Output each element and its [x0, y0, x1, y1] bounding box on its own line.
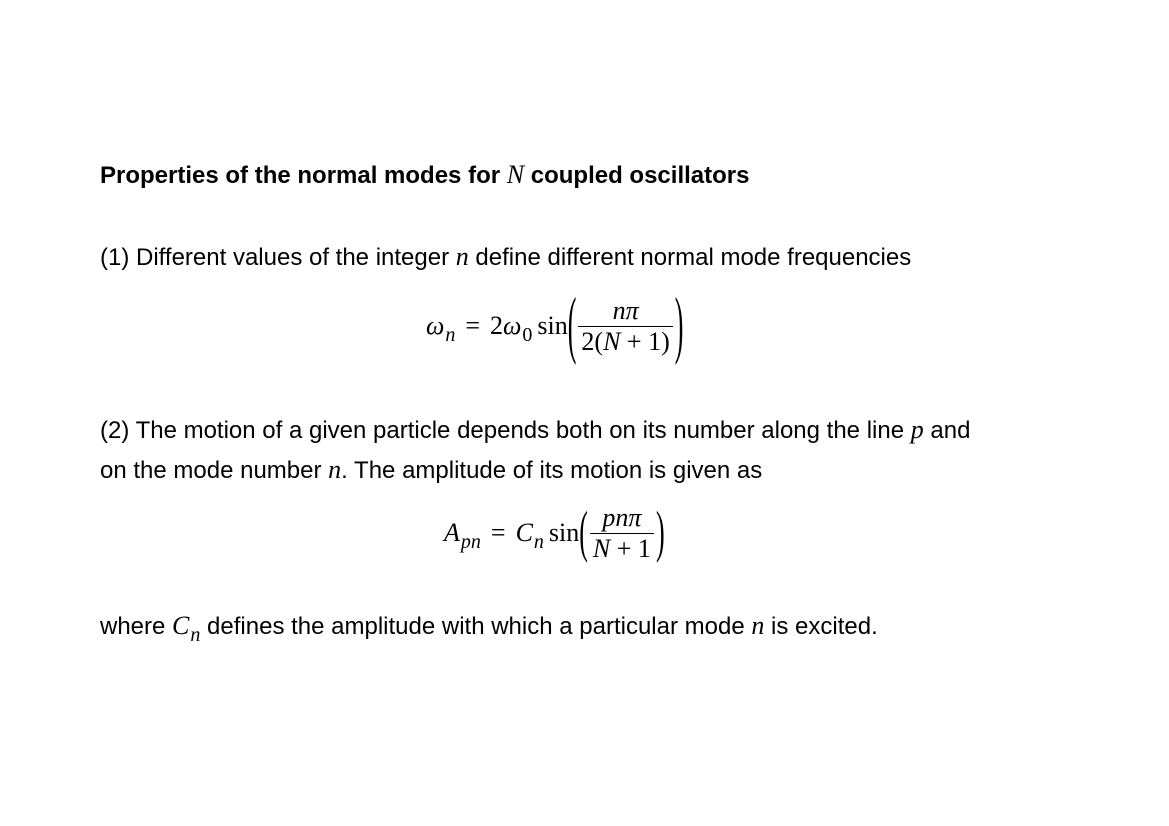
property-3-text: where $C_n$ defines the amplitude with which a particular mode n is excited.: [100, 611, 878, 646]
property-2-var-p: p: [910, 415, 924, 444]
eq1-numerator: nπ: [612, 295, 639, 325]
title-text-before: Properties of the normal modes for: [100, 162, 507, 189]
eq2-numerator: pnπ: [602, 502, 642, 532]
eq2-sin: sin: [548, 518, 580, 547]
property-1-var-n: n: [455, 242, 469, 271]
amplitude-equation: [444, 502, 665, 564]
property-1-text: [100, 237, 911, 277]
eq2-equals: =: [490, 518, 506, 547]
eq2-left-paren: (: [579, 500, 588, 564]
property-3-var-C-n: $C_n$: [172, 611, 201, 646]
eq2-fraction: [590, 503, 654, 564]
eq1-fraction: [578, 296, 672, 357]
title-var-N: N: [506, 160, 525, 189]
eq1-omega-0: $\omega_0$: [503, 311, 533, 346]
eq1-left-paren: (: [567, 282, 577, 367]
property-1-after: define different normal mode frequencies: [468, 244, 912, 271]
property-2-var-n: n: [328, 455, 342, 484]
eq2-denominator: N + 1: [592, 533, 651, 563]
eq1-omega-n: $\omega_n$: [426, 311, 456, 346]
eq1-denominator: 2(N + 1): [581, 326, 670, 356]
eq2-right-paren: ): [655, 500, 665, 564]
property-2-line-2: on the mode number n. The amplitude of its motion is given as: [100, 455, 763, 484]
eq1-right-paren: ): [674, 282, 684, 367]
title-text-after: coupled oscillators: [524, 162, 750, 189]
property-2-line-1: (2) The motion of a given particle depends both on its number along the line p and: [100, 415, 971, 444]
eq1-equals: =: [465, 311, 481, 340]
slide-title: [100, 158, 749, 193]
eq2-C-n: $C_n$: [515, 518, 544, 553]
eq1-sin: sin: [537, 311, 568, 340]
eq2-A-pn: $A_{pn}$: [444, 518, 481, 553]
frequency-equation: [426, 282, 684, 367]
property-3-var-n: n: [751, 611, 765, 640]
eq1-coefficient: 2: [490, 311, 504, 340]
property-2-text: [100, 410, 970, 490]
property-1-before: (1) Different values of the integer: [100, 244, 456, 271]
